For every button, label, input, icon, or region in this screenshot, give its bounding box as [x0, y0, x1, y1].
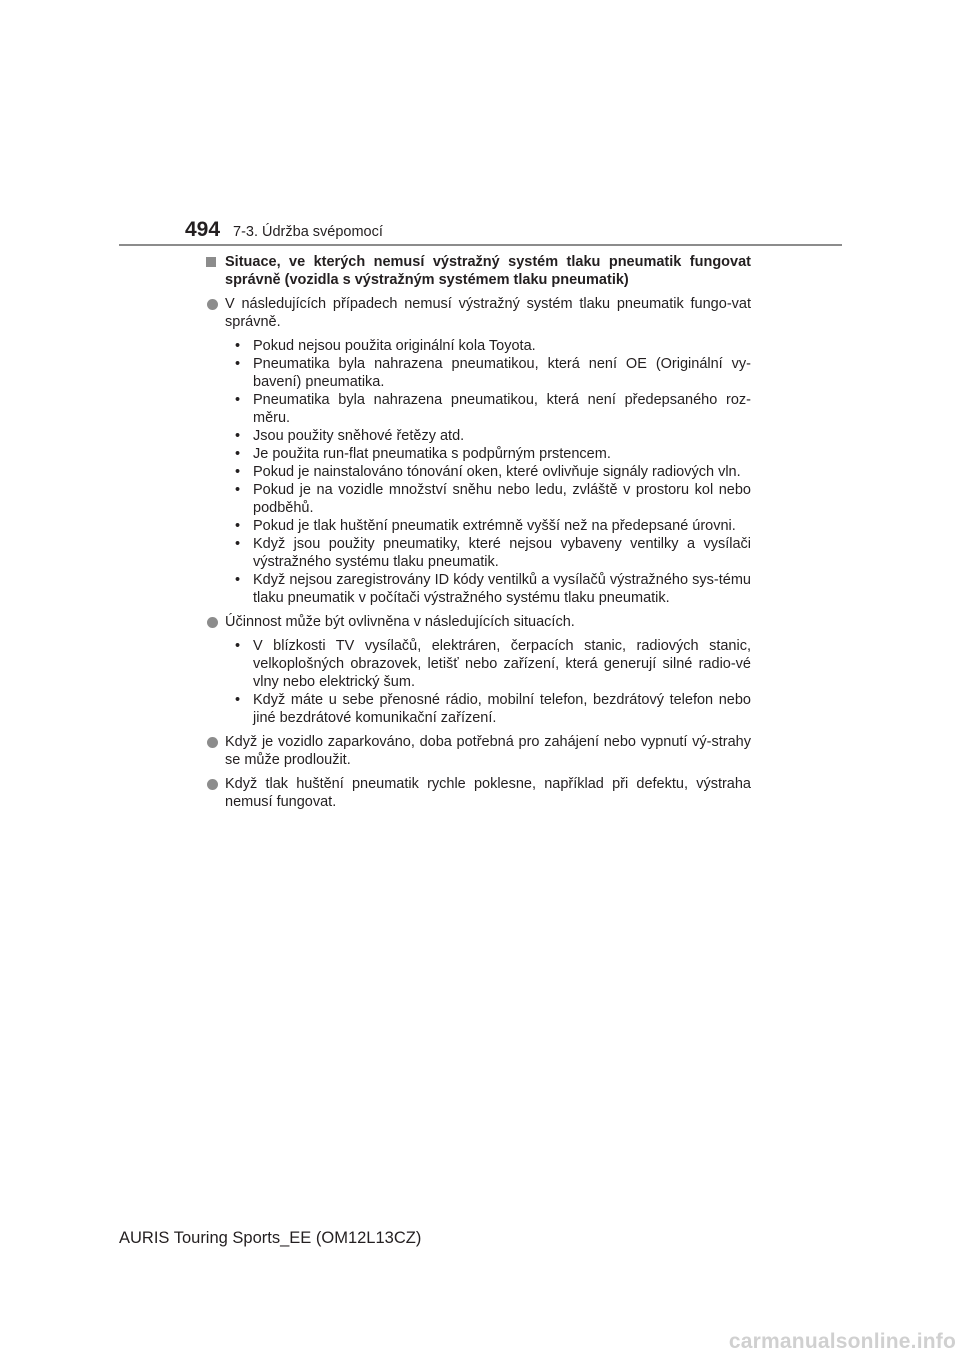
bullet-dot: •: [235, 482, 241, 498]
list-item-text: Účinnost může být ovlivněna v následujících situacích.: [225, 614, 575, 630]
sublist-item: [225, 637, 751, 691]
list-item: [206, 613, 751, 631]
circle-bullet-icon: [207, 299, 218, 310]
sublist-item-text: V blízkosti TV vysílačů, elektráren, čerpacích stanic, radiových stanic, velkoplošných obrazovek, letišť nebo zařízení, která generují silné radio-vé vlny nebo elektrický šum.: [253, 638, 751, 690]
list-item-text: Když tlak huštění pneumatik rychle poklesne, například při defektu, výstraha nemusí fungovat.: [225, 776, 751, 810]
circle-bullet-icon: [207, 617, 218, 628]
sublist-item-text: Pokud je tlak huštění pneumatik extrémně vyšší než na předepsané úrovni.: [253, 518, 736, 534]
sublist-item-text: Pokud je na vozidle množství sněhu nebo ledu, zvláště v prostoru kol nebo podběhů.: [253, 482, 751, 516]
sublist-item-text: Pneumatika byla nahrazena pneumatikou, která není předepsaného roz-měru.: [253, 392, 751, 426]
page-content: [206, 253, 751, 817]
bullet-dot: •: [235, 638, 241, 654]
sublist-item: [225, 481, 751, 517]
bullet-dot: •: [235, 572, 241, 588]
header-rule: [119, 244, 842, 246]
sublist: [225, 637, 751, 727]
list-item: [206, 775, 751, 811]
sublist-item: [225, 391, 751, 427]
watermark: carmanualsonline.info: [728, 1330, 956, 1353]
sublist-item: [225, 463, 751, 481]
sublist-item-text: Je použita run-flat pneumatika s podpůrným prstencem.: [253, 446, 611, 462]
sublist-item: [225, 571, 751, 607]
list-item: [206, 733, 751, 769]
sublist-item-text: Pokud nejsou použita originální kola Toyota.: [253, 338, 536, 354]
list-item: [206, 295, 751, 331]
sublist-item-text: Když jsou použity pneumatiky, které nejsou vybaveny ventilky a vysílači výstražného systému tlaku pneumatik.: [253, 536, 751, 570]
sublist-item: [225, 535, 751, 571]
sublist-item-text: Jsou použity sněhové řetězy atd.: [253, 428, 465, 444]
circle-bullet-icon: [207, 737, 218, 748]
sublist-item-text: Když nejsou zaregistrovány ID kódy ventilků a vysílačů výstražného sys-tému tlaku pneumatik v počítači výstražného systému tlaku pneumatik.: [253, 572, 751, 606]
bullet-dot: •: [235, 356, 241, 372]
heading-text: Situace, ve kterých nemusí výstražný systém tlaku pneumatik fungovat správně (vozidla s výstražným systémem tlaku pneumatik): [225, 254, 751, 288]
sublist: [225, 337, 751, 607]
bullet-dot: •: [235, 446, 241, 462]
bullet-dot: •: [235, 464, 241, 480]
bullet-dot: •: [235, 518, 241, 534]
sublist-item: [225, 517, 751, 535]
list-item-text: V následujících případech nemusí výstražný systém tlaku pneumatik fungo-vat správně.: [225, 296, 751, 330]
section-title: 7-3. Údržba svépomocí: [233, 224, 383, 240]
sublist-item-text: Pokud je nainstalováno tónování oken, které ovlivňuje signály radiových vln.: [253, 464, 741, 480]
footer-model: AURIS Touring Sports_EE (OM12L13CZ): [119, 1229, 422, 1247]
sublist-item: [225, 337, 751, 355]
bullet-dot: •: [235, 536, 241, 552]
page-number: 494: [185, 218, 221, 241]
sublist-item: [225, 445, 751, 463]
square-bullet-icon: [206, 257, 216, 267]
bullet-dot: •: [235, 338, 241, 354]
sublist-item-text: Když máte u sebe přenosné rádio, mobilní telefon, bezdrátový telefon nebo jiné bezdrátové komunikační zařízení.: [253, 692, 751, 726]
sublist-item-text: Pneumatika byla nahrazena pneumatikou, která není OE (Originální vy-bavení) pneumatika.: [253, 356, 751, 390]
bullet-dot: •: [235, 392, 241, 408]
bullet-dot: •: [235, 428, 241, 444]
sublist-item: [225, 427, 751, 445]
sublist-item: [225, 691, 751, 727]
circle-bullet-icon: [207, 779, 218, 790]
section-heading: [206, 253, 751, 289]
bullet-dot: •: [235, 692, 241, 708]
sublist-item: [225, 355, 751, 391]
list-item-text: Když je vozidlo zaparkováno, doba potřebná pro zahájení nebo vypnutí vý-strahy se může prodloužit.: [225, 734, 751, 768]
